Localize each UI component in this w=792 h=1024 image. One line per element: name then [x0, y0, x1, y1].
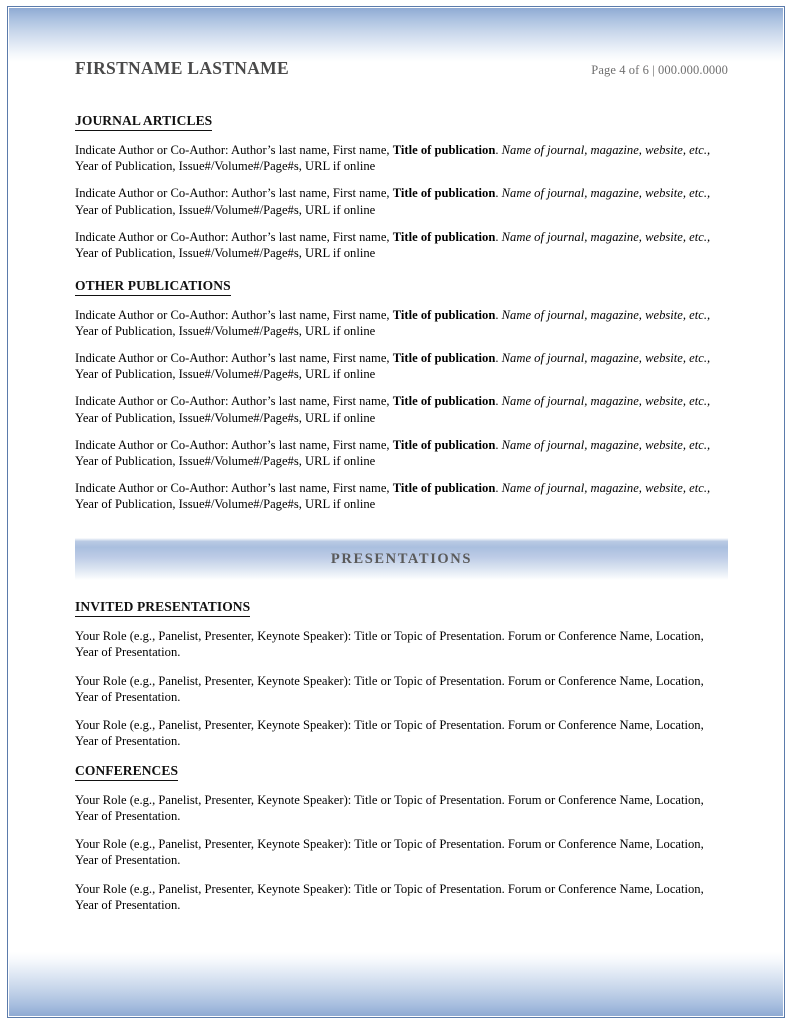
entry-publication-title: Title of publication: [392, 186, 496, 201]
entry-journal-name: Name of journal, magazine, website, etc.,: [501, 143, 711, 158]
entry-journal-name: Name of journal, magazine, website, etc.,: [501, 437, 711, 452]
entry-author-prefix: Indicate Author or Co-Author: Author’s last name, First name,: [75, 143, 393, 158]
entry-details: Year of Publication, Issue#/Volume#/Page#s, URL if online: [75, 453, 376, 468]
other-publication-entry: [75, 393, 728, 425]
section-journal-articles: [75, 112, 728, 261]
entry-author-prefix: Indicate Author or Co-Author: Author’s last name, First name,: [75, 394, 393, 409]
entry-separator: .: [495, 143, 502, 158]
entry-journal-name: Name of journal, magazine, website, etc.,: [501, 186, 711, 201]
header-page-and-phone: Page 4 of 6 | 000.000.0000: [591, 63, 728, 77]
entry-author-prefix: Indicate Author or Co-Author: Author’s last name, First name,: [75, 351, 393, 366]
conferences-heading-wrap: [75, 762, 728, 781]
journal-article-entry: [75, 142, 728, 174]
entry-publication-title: Title of publication: [392, 394, 496, 409]
invited-presentation-entry: Your Role (e.g., Panelist, Presenter, Keynote Speaker): Title or Topic of Presentation. Forum or Conference Name, Location, Year of Presentation.: [75, 673, 704, 704]
journal-article-entry: [75, 229, 728, 261]
journal-articles-heading: JOURNAL ARTICLES: [75, 113, 212, 131]
entry-author-prefix: Indicate Author or Co-Author: Author’s last name, First name,: [75, 229, 393, 244]
presentations-section-banner: [75, 538, 728, 580]
entry-author-prefix: Indicate Author or Co-Author: Author’s last name, First name,: [75, 480, 393, 495]
entry-separator: .: [495, 394, 502, 409]
entry-publication-title: Title of publication: [392, 143, 496, 158]
entry-author-prefix: Indicate Author or Co-Author: Author’s last name, First name,: [75, 308, 393, 323]
entry-separator: .: [495, 308, 502, 323]
entry-journal-name: Name of journal, magazine, website, etc.,: [501, 480, 711, 495]
entry-separator: .: [495, 229, 502, 244]
entry-publication-title: Title of publication: [392, 351, 496, 366]
entry-publication-title: Title of publication: [392, 480, 496, 495]
other-publication-entry: [75, 480, 728, 512]
entry-journal-name: Name of journal, magazine, website, etc.,: [501, 351, 711, 366]
other-publication-entry: [75, 350, 728, 382]
entry-separator: .: [495, 186, 502, 201]
entry-publication-title: Title of publication: [392, 308, 496, 323]
entry-details: Year of Publication, Issue#/Volume#/Page#s, URL if online: [75, 497, 376, 512]
document-body: [75, 112, 728, 926]
section-invited-presentations: [75, 598, 728, 749]
entry-journal-name: Name of journal, magazine, website, etc.,: [501, 308, 711, 323]
entry-details: Year of Publication, Issue#/Volume#/Page#s, URL if online: [75, 410, 376, 425]
journal-articles-heading-wrap: [75, 112, 728, 131]
invited-presentations-heading-wrap: [75, 598, 728, 617]
other-publications-heading: OTHER PUBLICATIONS: [75, 278, 231, 296]
entry-separator: .: [495, 351, 502, 366]
entry-author-prefix: Indicate Author or Co-Author: Author’s last name, First name,: [75, 437, 393, 452]
invited-presentation-entry: Your Role (e.g., Panelist, Presenter, Keynote Speaker): Title or Topic of Presentation. Forum or Conference Name, Location, Year of Presentation.: [75, 717, 704, 748]
entry-journal-name: Name of journal, magazine, website, etc.,: [501, 394, 711, 409]
entry-journal-name: Name of journal, magazine, website, etc.,: [501, 229, 711, 244]
section-conferences: [75, 762, 728, 913]
entry-publication-title: Title of publication: [392, 437, 496, 452]
entry-publication-title: Title of publication: [392, 229, 496, 244]
section-other-publications: [75, 277, 728, 512]
conference-entry: Your Role (e.g., Panelist, Presenter, Keynote Speaker): Title or Topic of Presentation. Forum or Conference Name, Location, Year of Presentation.: [75, 881, 704, 912]
header-candidate-name: FIRSTNAME LASTNAME: [75, 58, 289, 78]
invited-presentations-heading: INVITED PRESENTATIONS: [75, 599, 250, 617]
entry-author-prefix: Indicate Author or Co-Author: Author’s last name, First name,: [75, 186, 393, 201]
entry-separator: .: [495, 480, 502, 495]
entry-details: Year of Publication, Issue#/Volume#/Page#s, URL if online: [75, 202, 376, 217]
conference-entry: Your Role (e.g., Panelist, Presenter, Keynote Speaker): Title or Topic of Presentation. Forum or Conference Name, Location, Year of Presentation.: [75, 793, 704, 824]
invited-presentation-entry: Your Role (e.g., Panelist, Presenter, Keynote Speaker): Title or Topic of Presentation. Forum or Conference Name, Location, Year of Presentation.: [75, 629, 704, 660]
conference-entry: Your Role (e.g., Panelist, Presenter, Keynote Speaker): Title or Topic of Presentation. Forum or Conference Name, Location, Year of Presentation.: [75, 837, 704, 868]
conferences-heading: CONFERENCES: [75, 763, 178, 781]
entry-details: Year of Publication, Issue#/Volume#/Page#s, URL if online: [75, 159, 376, 174]
document-header: [75, 58, 728, 79]
entry-details: Year of Publication, Issue#/Volume#/Page#s, URL if online: [75, 324, 376, 339]
other-publications-heading-wrap: [75, 277, 728, 296]
entry-details: Year of Publication, Issue#/Volume#/Page#s, URL if online: [75, 367, 376, 382]
presentations-banner-title: PRESENTATIONS: [330, 550, 473, 567]
entry-details: Year of Publication, Issue#/Volume#/Page#s, URL if online: [75, 245, 376, 260]
entry-separator: .: [495, 437, 502, 452]
other-publication-entry: [75, 437, 728, 469]
journal-article-entry: [75, 185, 728, 217]
other-publication-entry: [75, 307, 728, 339]
